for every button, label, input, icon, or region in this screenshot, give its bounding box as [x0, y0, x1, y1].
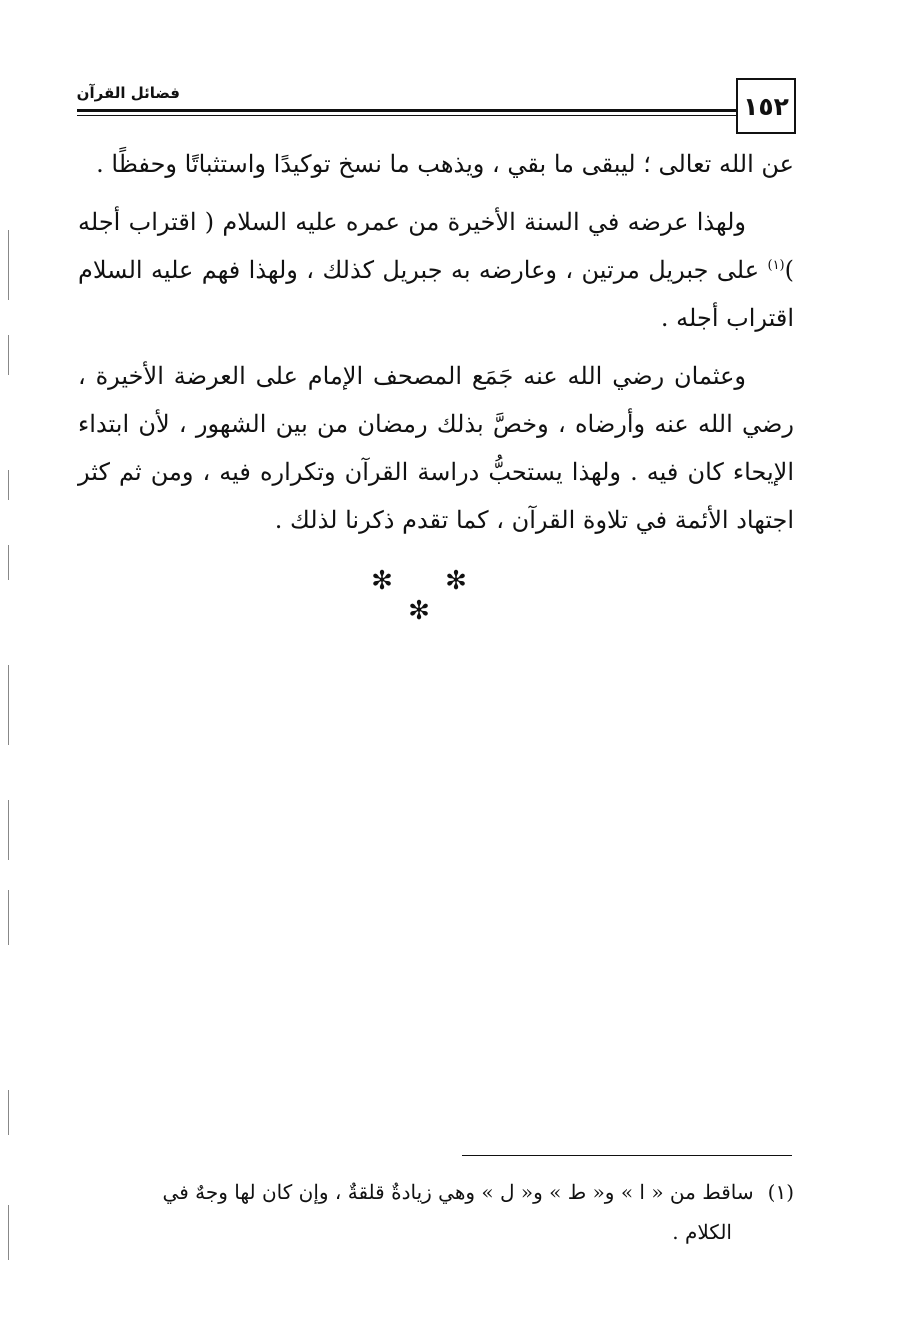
scan-margin-mark: [8, 230, 9, 300]
body-text: [78, 140, 794, 544]
footnote: [78, 1172, 794, 1252]
footnote-separator: [462, 1155, 792, 1156]
scan-margin-mark: [8, 1205, 9, 1260]
page-number: ١٥٢: [736, 78, 796, 134]
section-ornament: ✻ ✻ ✻: [371, 566, 489, 626]
paragraph-2: [78, 198, 794, 342]
scan-margin-mark: [8, 470, 9, 500]
scan-margin-mark: [8, 335, 9, 375]
scan-margin-mark: [8, 800, 9, 860]
header-rule-thin: [77, 115, 738, 116]
paragraph-2-text-start: ولهذا عرضه في السنة الأخيرة من عمره عليه السلام ( اقتراب أجله ): [78, 208, 794, 284]
scan-margin-mark: [8, 890, 9, 945]
footnote-reference: (١): [767, 258, 785, 273]
footnote-line: [78, 1172, 794, 1212]
scan-margin-mark: [8, 545, 9, 580]
footnote-number: (١): [767, 1180, 794, 1204]
header-rule: [77, 109, 738, 112]
footnote-continuation: الكلام .: [672, 1220, 732, 1244]
running-title: فضائل القرآن: [76, 84, 180, 102]
paragraph-3: وعثمان رضي الله عنه جَمَع المصحف الإمام على العرضة الأخيرة ، رضي الله عنه وأرضاه ، وخصَّ بذلك رمضان من بين الشهور ، لأن ابتداء الإيحاء كان فيه . ولهذا يستحبُّ دراسة القرآن وتكراره فيه ، ومن ثم كثر اجتهاد الأئمة في تلاوة القرآن ، كما تقدم ذكرنا لذلك .: [78, 362, 794, 534]
paragraph-1: عن الله تعالى ؛ ليبقى ما بقي ، ويذهب ما نسخ توكيدًا واستثباتًا وحفظًا .: [96, 150, 794, 178]
scan-margin-mark: [8, 665, 9, 745]
scan-margin-mark: [8, 1090, 9, 1135]
paragraph-2-text-end: على جبريل مرتين ، وعارضه به جبريل كذلك ، ولهذا فهم عليه السلام اقتراب أجله .: [78, 256, 794, 332]
footnote-text: ساقط من « ا » و« ط » و« ل » وهي زيادةٌ قلقةٌ ، وإن كان لها وجهٌ في: [162, 1180, 754, 1204]
